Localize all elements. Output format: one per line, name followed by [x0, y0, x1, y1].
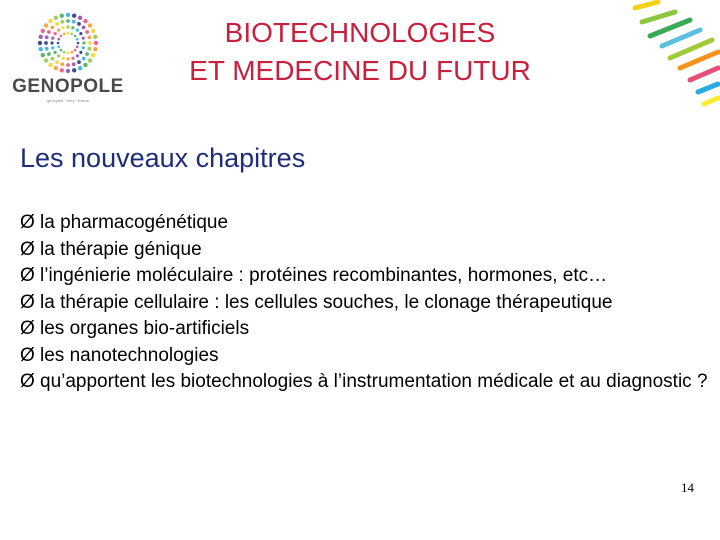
bullet-item	[20, 343, 720, 370]
bullet-arrow-icon: Ø	[20, 212, 35, 233]
logo-name: GENOPOLE	[12, 76, 124, 97]
slide-title	[150, 14, 570, 90]
bullet-text: l’ingénierie moléculaire : protéines recombinantes, hormones, etc…	[40, 265, 608, 286]
bullet-text: la thérapie cellulaire : les cellules souches, le clonage thérapeutique	[40, 291, 613, 313]
decorative-stripes-icon	[600, 0, 720, 120]
bullet-item	[20, 210, 720, 237]
bullet-arrow-icon: Ø	[20, 344, 35, 366]
bullet-text: la pharmacogénétique	[40, 212, 229, 233]
genopole-emblem-icon	[36, 12, 100, 74]
genopole-logo	[8, 12, 128, 107]
logo-tagline: genopole · évry · france	[46, 98, 90, 103]
page-number: 14	[681, 480, 694, 495]
bullet-arrow-icon: Ø	[20, 238, 35, 260]
bullet-text: qu’apportent les biotechnologies à l’instrumentation médicale et au diagnostic ?	[40, 371, 708, 392]
bullet-text: la thérapie génique	[40, 238, 202, 260]
bullet-item	[20, 316, 720, 343]
bullet-item	[20, 290, 720, 317]
bullet-list	[20, 210, 720, 396]
bullet-arrow-icon: Ø	[20, 291, 35, 313]
title-line-1: BIOTECHNOLOGIES	[224, 17, 496, 48]
bullet-arrow-icon: Ø	[20, 265, 35, 286]
bullet-item	[20, 263, 720, 290]
section-heading: Les nouveaux chapitres	[20, 143, 306, 173]
bullet-text: les organes bio-artificiels	[40, 318, 250, 339]
bullet-item	[20, 237, 720, 264]
bullet-arrow-icon: Ø	[20, 318, 35, 339]
title-line-2: ET MEDECINE DU FUTUR	[189, 55, 531, 86]
bullet-item	[20, 369, 720, 396]
bullet-arrow-icon: Ø	[20, 371, 35, 392]
bullet-text: les nanotechnologies	[40, 344, 219, 366]
